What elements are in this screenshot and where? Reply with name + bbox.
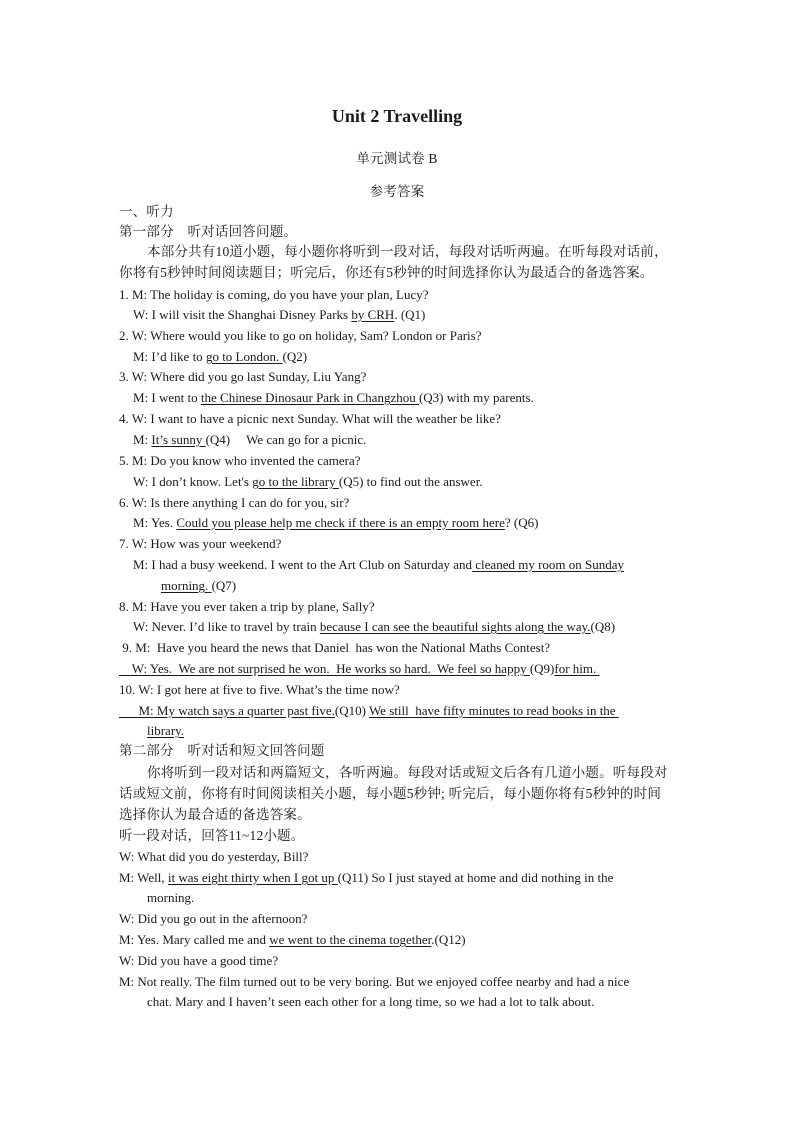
dialog-line: 3. W: Where did you go last Sunday, Liu Yang? — [119, 369, 367, 384]
answer-underline: go to the library — [252, 474, 339, 489]
dialog-line: W: Never. I’d like to travel by train because I can see the beautiful sights along the way.(Q8) — [133, 619, 616, 634]
dialog-line: 10. W: I got here at five to five. What’s the time now? — [119, 682, 400, 697]
dialog-line: M: Not really. The film turned out to be very boring. But we enjoyed coffee nearby and had a nice — [119, 974, 630, 989]
part2-subheading: 听一段对话，回答11~12小题。 — [119, 828, 305, 843]
answer-underline: the Chinese Dinosaur Park in Changzhou — [200, 390, 419, 405]
answer-underline: M: My watch says a quarter past five. — [119, 703, 335, 718]
dialog-line: M: I had a busy weekend. I went to the Art Club on Saturday and cleaned my room on Sunday — [133, 557, 625, 572]
answer-underline: It’s sunny — [151, 432, 206, 447]
dialog-line: W: Did you go out in the afternoon? — [119, 911, 308, 926]
dialog-line: M: Yes. Could you please help me check if there is an empty room here? (Q6) — [133, 515, 539, 530]
dialog-line: 6. W: Is there anything I can do for you, sir? — [119, 495, 350, 510]
dialog-line: 5. M: Do you know who invented the camera? — [119, 453, 361, 468]
dialog-line: W: What did you do yesterday, Bill? — [119, 849, 309, 864]
part2-intro-line: 选择你认为最合适的备选答案。 — [119, 807, 311, 822]
answer-underline: morning. — [161, 578, 212, 593]
dialog-line: morning. — [147, 890, 195, 905]
dialog-line: M: Well, it was eight thirty when I got up (Q11) So I just stayed at home and did nothing in the — [119, 870, 614, 885]
dialog-line: M: My watch says a quarter past five.(Q10) We still have fifty minutes to read books in the — [119, 703, 619, 718]
dialog-line: W: I don’t know. Let's go to the library (Q5) to find out the answer. — [133, 474, 483, 489]
dialog-line: 7. W: How was your weekend? — [119, 536, 282, 551]
dialog-line: 8. M: Have you ever taken a trip by plane, Sally? — [119, 599, 375, 614]
dialog-line: M: I’d like to go to London. (Q2) — [133, 349, 308, 364]
dialog-line: W: Yes. We are not surprised he won. He works so hard. We feel so happy (Q9)for him. — [119, 661, 600, 676]
dialog-line: W: Did you have a good time? — [119, 953, 279, 968]
answer-underline: cleaned my room on Sunday — [472, 557, 625, 572]
dialog-line: 2. W: Where would you like to go on holiday, Sam? London or Paris? — [119, 328, 482, 343]
answer-underline: because I can see the beautiful sights along the way. — [319, 619, 591, 634]
answer-underline: W: Yes. We are not surprised he won. He works so hard. We feel so happy — [119, 661, 530, 676]
dialog-line: 9. M: Have you heard the news that Daniel has won the National Maths Contest? — [119, 640, 551, 655]
answer-underline: library. — [147, 723, 185, 738]
answer-underline: Could you please help me check if there is an empty room here — [176, 515, 505, 530]
part1-intro-line: 本部分共有10道小题，每小题你将听到一段对话，每段对话听两遍。在听每段对话前， — [147, 244, 668, 259]
answer-underline: by CRH — [351, 307, 395, 322]
answer-underline: we went to the cinema together — [269, 932, 432, 947]
part2-intro-line: 话或短文前，你将有时间阅读相关小题，每小题5秒钟; 听完后，每小题你将有5秒钟的时间 — [119, 786, 662, 801]
answer-underline: for him. — [554, 661, 600, 676]
answer-underline: it was eight thirty when I got up — [167, 870, 338, 885]
page-title: Unit 2 Travelling — [331, 106, 463, 126]
dialog-line: morning. (Q7) — [161, 578, 237, 593]
answers-heading: 参考答案 — [369, 184, 425, 199]
dialog-line: M: It’s sunny (Q4) We can go for a picnic. — [133, 432, 367, 447]
dialog-line: 4. W: I want to have a picnic next Sunday. What will the weather be like? — [119, 411, 501, 426]
section-heading: 一、听力 — [119, 204, 174, 219]
part1-heading: 第一部分 听对话回答问题。 — [119, 224, 298, 239]
dialog-line: 1. M: The holiday is coming, do you have your plan, Lucy? — [119, 287, 429, 302]
dialog-line: chat. Mary and I haven’t seen each other for a long time, so we had a lot to talk about. — [147, 994, 595, 1009]
dialog-line: M: Yes. Mary called me and we went to the cinema together.(Q12) — [119, 932, 466, 947]
part1-intro-line: 你将有5秒钟时间阅读题目；听完后，你还有5秒钟的时间选择你认为最适合的备选答案。 — [119, 265, 654, 280]
answer-underline: go to London. — [205, 349, 283, 364]
part2-heading: 第二部分 听对话和短文回答问题 — [119, 743, 325, 758]
answer-underline: We still have fifty minutes to read books in the — [368, 703, 619, 718]
part2-intro-line: 你将听到一段对话和两篇短文，各听两遍。每段对话或短文后各有几道小题。听每段对 — [147, 765, 668, 780]
dialog-line — [147, 723, 184, 739]
page-subtitle: 单元测试卷 B — [356, 151, 438, 166]
dialog-line: W: I will visit the Shanghai Disney Parks by CRH. (Q1) — [133, 307, 426, 322]
dialog-line: M: I went to the Chinese Dinosaur Park in Changzhou (Q3) with my parents. — [133, 390, 534, 405]
